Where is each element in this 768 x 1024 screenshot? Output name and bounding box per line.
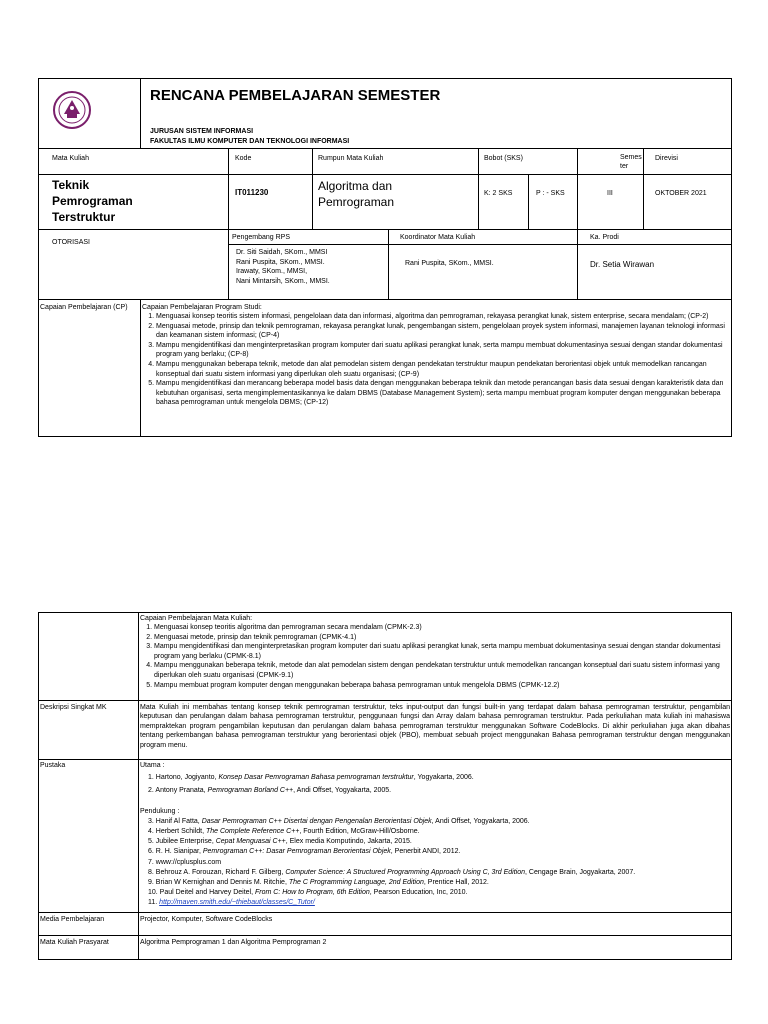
reference-title: Pemrograman Borland C++ <box>207 787 294 795</box>
label-otorisasi: OTORISASI <box>52 239 90 246</box>
divider <box>38 700 732 701</box>
cpmk-heading: Capaian Pembelajaran Mata Kuliah: <box>140 615 253 622</box>
reference-item <box>148 858 730 868</box>
divider <box>38 299 732 300</box>
cp-item: 5. Mampu mengidentifikasi dan merancang beberapa model basis data dengan menggunakan beberapa teknik dan metode perancangan basis data sesuai dengan karakteristik data dan kebutuhan organisasi, serta mengimplementasikannya ke dalam DBMS (Database Management System); serta mampu membuat program komputer dengan menggunakan beberapa bahasa pemrograman untuk mengelola DBMS; (CP-12) <box>156 379 727 408</box>
reference-author: 8. Behrouz A. Forouzan, Richard F. Gilberg, <box>148 868 286 876</box>
koordinator-name: Rani Puspita, SKom., MMSI. <box>405 260 494 267</box>
reference-item <box>148 878 730 888</box>
utama-list <box>140 773 730 796</box>
label-bobot: Bobot (SKS) <box>484 155 523 162</box>
divider <box>38 759 732 760</box>
kaprodi-name: Dr. Setia Wirawan <box>590 260 655 269</box>
reference-title: From C: How to Program, 6th Edition <box>255 889 370 897</box>
cpmk-item: 5. Mampu membuat program komputer dengan menggunakan beberapa bahasa pemrograman untuk mengelola DBMS (CPMK-12.2) <box>154 681 730 691</box>
divider <box>138 612 139 960</box>
faculty-name: FAKULTAS ILMU KOMPUTER DAN TEKNOLOGI INFORMASI <box>150 138 350 145</box>
reference-title: Dasar Pemrograman C++ Disertai dengan Pengenalan Berorientasi Objek <box>201 817 432 825</box>
label-rumpun: Rumpun Mata Kuliah <box>318 155 384 162</box>
divider <box>577 148 578 299</box>
divider <box>528 174 529 229</box>
course-code: IT011230 <box>235 188 269 197</box>
divider <box>38 912 732 913</box>
reference-author: 10. Paul Deitel and Harvey Deitel, <box>148 889 255 897</box>
reference-title: The C Programming Language, 2nd Edition <box>288 879 424 887</box>
cpmk-item: 3. Mampu mengidentifikasi dan menginterpretasikan program komputer dari suatu aplikasi perangkat lunak, serta mampu membuat dokumentasinya sesuai dengan standar dokumentasi program yang berlaku (CPMK-8.1) <box>154 642 730 661</box>
reference-publisher: , Cengage Brain, Jogyakarta, 2007. <box>525 868 636 876</box>
divider <box>643 148 644 229</box>
deskripsi-text: Mata Kuliah ini membahas tentang konsep teknik pemrograman terstruktur, teks input-output dan fungsi built-in yang terdapat dalam bahasa pemrograman terstruktur, pengambilan keputusan dan perulangan dalam bahasa pemrograman terstruktur, penggunaan fungsi dan Array dalam bahasa pemrograman terstruktur. Pada perkuliahan mata kuliah ini mahasiswa mempraktekan program pengambilan keputusan dan perulangan dalam bahasa pemrograman terstruktur menggunakan Software CodeBlocks. Di akhir perkuliahan juga akan dibahas tentang perkembangan bahasa pemrograman terstruktur yang berorientasi objek (PBO), membuat sebuah project menggunakan Bahasa pemrograman terstruktur dengan menggunakan program menu. <box>140 704 730 749</box>
reference-item <box>148 773 730 783</box>
reference-title: The Complete Reference C++ <box>205 828 300 836</box>
reference-publisher: , Andi Offset, Yogyakarta, 2006. <box>431 817 530 825</box>
reference-author: 7. www://cplusplus.com <box>148 858 222 866</box>
reference-item <box>148 837 730 847</box>
label-kode: Kode <box>235 155 252 162</box>
reference-publisher: , Prentice Hall, 2012. <box>423 879 489 887</box>
reference-title: Konsep Dasar Pemrograman Bahasa pemrograman terstruktur <box>218 774 414 782</box>
divider <box>140 78 141 149</box>
pustaka-utama-label: Utama : <box>140 762 165 769</box>
reference-publisher: , Pearson Education, Inc, 2010. <box>369 889 468 897</box>
reference-item <box>148 817 730 827</box>
reference-item <box>148 888 730 898</box>
divider <box>38 229 732 230</box>
pengembang-name: Nani Mintarsih, SKom., MMSI. <box>236 277 330 285</box>
cp-item: 2. Menguasai metode, prinsip dan teknik pemrograman, rekayasa perangkat lunak, pengembangan sistem, pengelolaan proyek system informasi, manajemen layanan teknologi informasi dan keamanan sistem informasi; (CP-4) <box>156 322 727 341</box>
label-kaprodi: Ka. Prodi <box>590 234 619 241</box>
divider <box>38 148 732 149</box>
cp-heading: Capaian Pembelajaran Program Studi: <box>142 304 262 311</box>
reference-author: 1. Hartono, Jogiyanto, <box>148 774 219 782</box>
cpmk-item: 1. Menguasai konsep teoritis algoritma dan pemrograman secara mendalam (CPMK-2.3) <box>154 623 730 633</box>
divider <box>38 935 732 936</box>
cp-item: 1. Menguasai konsep teoritis sistem informasi, pengelolaan data dan informasi, algoritma dan pemrograman, rekayasa perangkat lunak, sistem enterprise, secara mendalam; (CP-2) <box>156 312 727 322</box>
label-direvisi: Direvisi <box>655 155 678 162</box>
reference-author: 2. Antony Pranata, <box>148 787 208 795</box>
label-capaian-pembelajaran: Capaian Pembelajaran (CP) <box>40 304 128 311</box>
reference-item <box>148 827 730 837</box>
label-koordinator: Koordinator Mata Kuliah <box>400 234 476 241</box>
credit-p: P : - SKS <box>536 190 565 197</box>
pustaka-pendukung-label: Pendukung : <box>140 807 180 815</box>
divider <box>228 148 229 299</box>
reference-publisher: , Yogyakarta, 2006. <box>413 774 474 782</box>
reference-author: 5. Jubilee Enterprise, <box>148 838 216 846</box>
pengembang-name: Rani Puspita, SKom., MMSI. <box>236 258 325 266</box>
reference-item <box>148 898 730 908</box>
reference-item <box>148 868 730 878</box>
label-deskripsi: Deskripsi Singkat MK <box>40 704 107 711</box>
pengembang-name: Irawaty, SKom., MMSI, <box>236 268 308 275</box>
prasyarat-value: Algoritma Pemprograman 1 dan Algoritma Pemprograman 2 <box>140 939 327 946</box>
divider <box>38 174 732 175</box>
pustaka-content <box>140 761 730 909</box>
department-name: JURUSAN SISTEM INFORMASI <box>150 128 254 135</box>
cpmk-item: 2. Menguasai metode, prinsip dan teknik pemrograman (CPMK-4.1) <box>154 633 730 643</box>
label-mata-kuliah: Mata Kuliah <box>52 155 89 162</box>
reference-publisher: , Fourth Edition, McGraw-Hill/Osborne. <box>299 828 420 836</box>
reference-author: 6. R. H. Sianipar, <box>148 848 203 856</box>
reference-title: Pemrograman C++: Dasar Pemrograman Berorientasi Objek <box>202 848 391 856</box>
cpmk-item: 4. Mampu menggunakan beberapa teknik, metode dan alat pemodelan sistem dengan pendekatan terstruktur untuk memodelkan rancangan konseptual dari suatu sistem informasi yang diperlukan oleh suatu organisasi (CPMK-9.1) <box>154 661 730 680</box>
document-title: RENCANA PEMBELAJARAN SEMESTER <box>150 87 441 104</box>
divider <box>228 244 732 245</box>
label-pustaka: Pustaka <box>40 762 66 769</box>
reference-title: Computer Science: A Structured Programming Approach Using C, 3rd Edition <box>285 868 526 876</box>
university-seal-logo <box>52 90 92 130</box>
credit-k: K: 2 SKS <box>484 190 513 197</box>
label-semester: Semes ter <box>620 154 642 170</box>
pendukung-list <box>140 817 730 909</box>
reference-author: 9. Brian W Kernighan and Dennis M. Ritchie, <box>148 879 289 887</box>
cp-item: 4. Mampu menggunakan beberapa teknik, metode dan alat pemodelan sistem dengan pendekatan terstruktur maupun pendekatan berorientasi objek untuk memodelkan rancangan konseptual dari suatu sistem informasi yang diperlukan oleh suatu organisasi; (CP-9) <box>156 360 727 379</box>
pengembang-name: Dr. Siti Saidah, SKom., MMSI <box>236 249 328 256</box>
reference-title: Cepat Menguasai C++ <box>215 838 286 846</box>
reference-number: 11. <box>148 899 158 907</box>
reference-item <box>148 847 730 857</box>
divider <box>388 229 389 299</box>
pengembang-list <box>236 248 330 286</box>
reference-author: 4. Herbert Schildt, <box>148 828 206 836</box>
reference-link[interactable]: http://maven.smith.edu/~thiebaut/classes/C_Tutor/ <box>159 899 315 907</box>
divider <box>478 148 479 229</box>
reference-author: 3. Hanif Al Fatta, <box>148 817 202 825</box>
label-media: Media Pembelajaran <box>40 916 105 923</box>
divider <box>140 299 141 437</box>
reference-item <box>148 786 730 796</box>
cpmk-list <box>140 623 730 690</box>
divider <box>312 148 313 229</box>
course-cluster: Algoritma dan Pemrograman <box>318 179 395 209</box>
reference-publisher: , Elex media Komputindo, Jakarta, 2015. <box>285 838 412 846</box>
reference-publisher: , Andi Offset, Yogyakarta, 2005. <box>293 787 392 795</box>
revision-date: OKTOBER 2021 <box>655 190 707 197</box>
reference-publisher: , Penerbit ANDI, 2012. <box>390 848 461 856</box>
cp-item: 3. Mampu mengidentifikasi dan menginterpretasikan program komputer dari suatu aplikasi perangkat lunak, serta mampu membuat dokumentasinya sesuai dengan standar dokumentasi program yang berlaku; (CP-8) <box>156 341 727 360</box>
label-pengembang: Pengembang RPS <box>232 234 290 241</box>
media-value: Projector, Komputer, Software CodeBlocks <box>140 916 273 923</box>
semester-value: III <box>607 190 613 197</box>
course-name: Teknik Pemrograman Terstruktur <box>52 178 133 224</box>
cp-list <box>142 312 727 408</box>
label-prasyarat: Mata Kuliah Prasyarat <box>40 939 109 946</box>
